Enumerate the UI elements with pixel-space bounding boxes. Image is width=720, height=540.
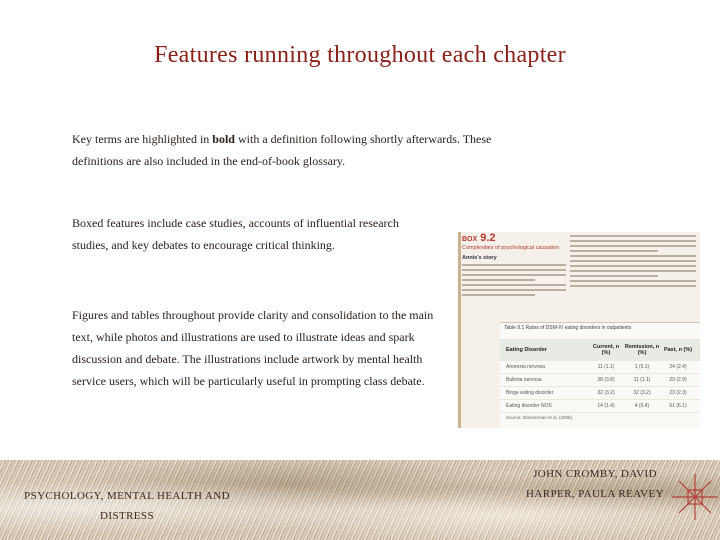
box-number-value: 9.2 (480, 232, 496, 244)
table-cell: 14 (1.4) (597, 403, 615, 409)
key-terms-text-a: Key terms are highlighted in (72, 132, 213, 146)
table-cell: 61 (6.1) (669, 403, 687, 409)
text-line (570, 245, 696, 247)
table-cell: 24 (2.4) (669, 364, 687, 370)
table-cell: 11 (1.1) (633, 377, 651, 383)
text-line (570, 260, 696, 262)
slide-title: Features running throughout each chapter (154, 42, 566, 68)
box-number (462, 232, 566, 244)
table-cell: 1 (0.1) (634, 364, 650, 370)
footer-banner (0, 460, 720, 540)
sample-textbook-page (458, 232, 700, 428)
table-header-cell: Remission, n (%) (624, 344, 660, 356)
text-line (462, 269, 566, 271)
text-line (570, 280, 696, 282)
figures-tables-paragraph: Figures and tables throughout provide clarity and consolidation to the main text, while photos and illustrations are used to illustrate ideas and spark discussion and debate. The illustrations include artwork by mental health service users, which will be particularly useful in prompting class debate. (72, 308, 434, 388)
table-row (500, 400, 700, 413)
text-line (570, 250, 658, 252)
table-row (500, 387, 700, 400)
text-line (462, 289, 566, 291)
bold-word: bold (212, 132, 235, 146)
box-subtitle: Annie's story (462, 255, 497, 261)
table-cell: 32 (3.2) (597, 390, 615, 396)
table-cell: 38 (3.8) (597, 377, 615, 383)
table-caption: Table 9.1 Rates of DSM-IV eating disorders in outpatients (504, 325, 632, 331)
text-line (462, 294, 535, 296)
table-cell: Binge eating disorder (506, 390, 554, 396)
table-cell: Eating disorder NOS (506, 403, 552, 409)
text-line (462, 284, 566, 286)
text-line (570, 265, 696, 267)
page-edge-stripe (458, 232, 461, 428)
text-line (570, 285, 696, 287)
table-header-cell: Eating Disorder (506, 347, 547, 353)
star-ornament-icon (670, 472, 720, 522)
text-line (462, 279, 535, 281)
key-terms-text-b: with a definition following shortly afterwards. These definitions are also included in the end-of-book glossary. (72, 132, 492, 168)
table-cell: Anorexia nervosa (506, 364, 545, 370)
text-line (570, 275, 658, 277)
text-line (570, 235, 696, 237)
table-cell: 29 (2.9) (669, 377, 687, 383)
table-cell: 23 (2.3) (669, 390, 687, 396)
text-line (570, 240, 696, 242)
table-cell: 11 (1.1) (597, 364, 615, 370)
table-cell: 32 (3.2) (633, 390, 651, 396)
table-header-cell: Past, n (%) (663, 347, 693, 353)
text-line (570, 255, 696, 257)
sample-body-text (570, 232, 696, 320)
table-row (500, 361, 700, 374)
box-label: BOX (462, 236, 478, 243)
table-header-cell: Current, n (%) (592, 344, 620, 356)
sample-table (500, 322, 700, 428)
boxed-features-paragraph: Boxed features include case studies, accounts of influential research studies, and key debates to encourage critical thinking. (72, 216, 399, 252)
book-title: PSYCHOLOGY, MENTAL HEALTH AND DISTRESS (24, 490, 230, 522)
book-authors: JOHN CROMBY, DAVID HARPER, PAULA REAVEY (526, 468, 664, 500)
table-cell: 4 (0.4) (634, 403, 650, 409)
table-source: Source: Zimmerman et al. (2008). (506, 415, 574, 420)
table-row (500, 374, 700, 387)
table-cell: Bulimia nervosa (506, 377, 542, 383)
text-line (462, 274, 566, 276)
box-caption: Complexities of psychological causation (462, 245, 560, 251)
key-terms-paragraph (72, 128, 542, 172)
text-line (462, 264, 566, 266)
text-line (570, 270, 696, 272)
table-header-row (500, 339, 700, 361)
